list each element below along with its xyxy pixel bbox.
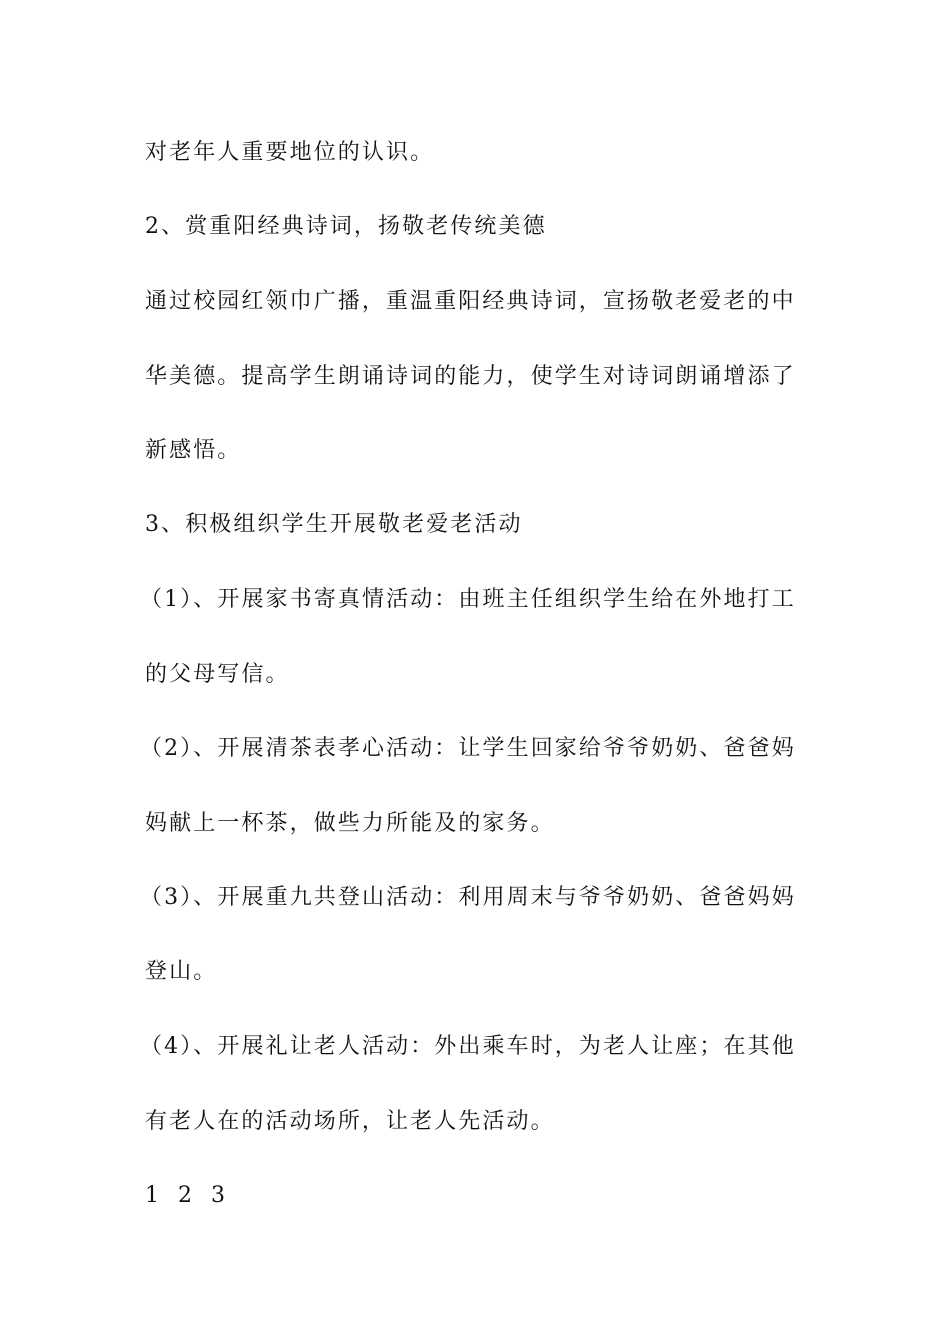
- paragraph-line: 新感悟。: [145, 438, 242, 463]
- list-item-3-continued: 登山。: [145, 959, 218, 984]
- section-heading-2: 2、赏重阳经典诗词，扬敬老传统美德: [145, 214, 547, 239]
- list-item-2-continued: 妈献上一杯茶，做些力所能及的家务。: [145, 811, 555, 836]
- paragraph-line: 对老年人重要地位的认识。: [145, 140, 435, 165]
- list-item-1: （1）、开展家书寄真情活动：由班主任组织学生给在外地打工: [140, 587, 796, 612]
- section-heading-3: 3、积极组织学生开展敬老爱老活动: [145, 512, 523, 537]
- list-item-1-continued: 的父母写信。: [145, 662, 290, 687]
- list-item-4: （4）、开展礼让老人活动：外出乘车时，为老人让座；在其他: [140, 1034, 796, 1059]
- list-item-2: （2）、开展清茶表孝心活动：让学生回家给爷爷奶奶、爸爸妈: [140, 736, 796, 761]
- paragraph-line: 通过校园红领巾广播，重温重阳经典诗词，宣扬敬老爱老的中: [145, 289, 796, 314]
- list-item-4-continued: 有老人在的活动场所，让老人先活动。: [145, 1109, 555, 1134]
- paragraph-line: 华美德。提高学生朗诵诗词的能力，使学生对诗词朗诵增添了: [145, 364, 796, 389]
- page-numbers: 1 2 3: [145, 1183, 231, 1208]
- list-item-3: （3）、开展重九共登山活动：利用周末与爷爷奶奶、爸爸妈妈: [140, 885, 796, 910]
